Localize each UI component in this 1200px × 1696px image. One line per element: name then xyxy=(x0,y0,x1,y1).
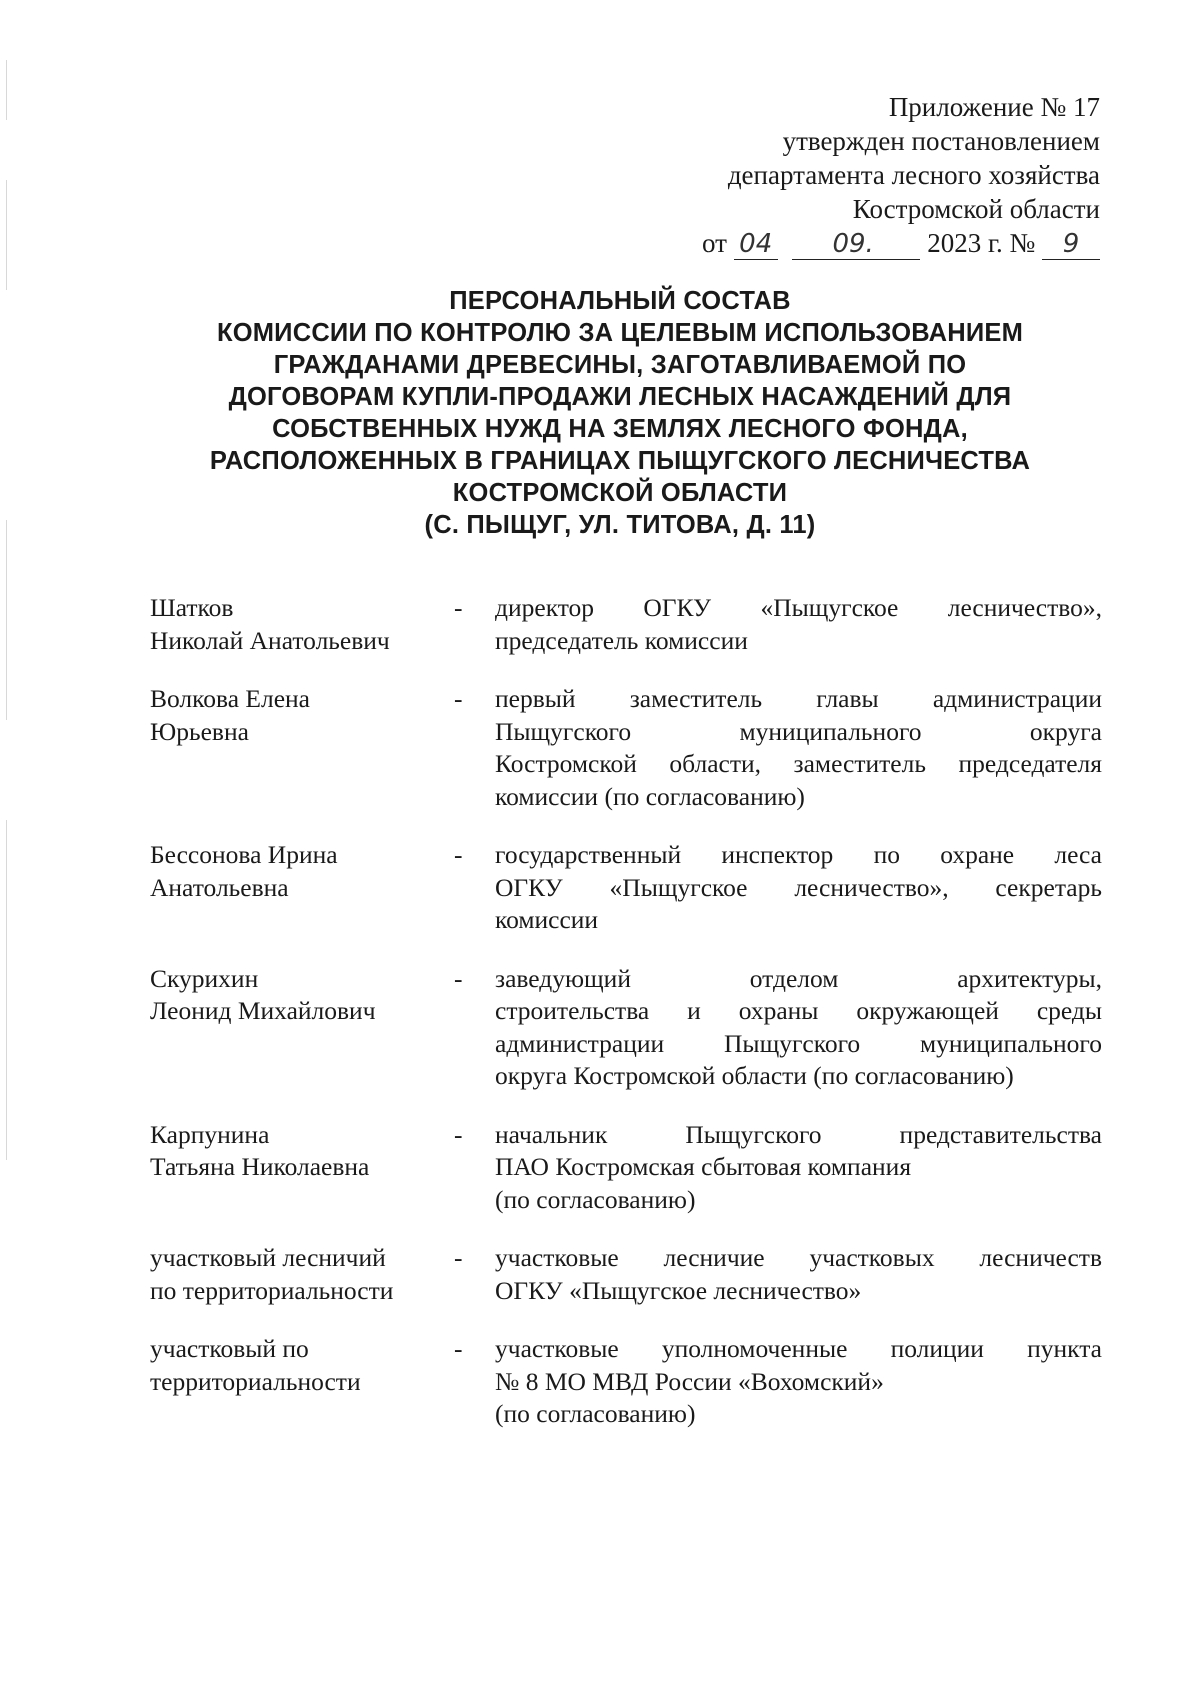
scan-artifact xyxy=(6,820,7,1160)
department-name: департамента лесного хозяйства xyxy=(727,160,1100,190)
appendix-number: Приложение № 17 xyxy=(888,92,1100,122)
dash-separator: - xyxy=(454,840,463,869)
member-role: участковые уполномоченные полиции пункта № 8 МО МВД России «Вохомский» (по согласованию) xyxy=(495,1334,1102,1428)
title-line: СОБСТВЕННЫХ НУЖД НА ЗЕМЛЯХ ЛЕСНОГО ФОНДА, xyxy=(272,415,968,443)
approval-block xyxy=(702,90,1100,260)
member-row xyxy=(150,683,1102,813)
member-role: государственный инспектор по охране леса ОГКУ «Пыщугское лесничество», секретарь комиссии xyxy=(495,840,1102,934)
handwritten-month: 09. xyxy=(792,229,920,260)
dash-separator: - xyxy=(454,1119,463,1149)
member-row xyxy=(150,963,1102,1093)
dash-separator: - xyxy=(454,1243,463,1272)
title-line: ДОГОВОРАМ КУПЛИ-ПРОДАЖИ ЛЕСНЫХ НАСАЖДЕНИЙ ДЛЯ xyxy=(228,383,1012,411)
dash-separator: - xyxy=(454,684,463,713)
member-row xyxy=(150,592,1102,657)
dash-separator: - xyxy=(454,963,463,993)
member-name: участковый по территориальности xyxy=(150,1334,361,1396)
title-line: КОСТРОМСКОЙ ОБЛАСТИ xyxy=(452,479,788,507)
title-line: ГРАЖДАНАМИ ДРЕВЕСИНЫ, ЗАГОТАВЛИВАЕМОЙ ПО xyxy=(273,351,967,379)
date-prefix: от xyxy=(702,228,727,258)
member-role: начальник Пыщугского представительства ПАО Костромская сбытовая компания (по согласованию) xyxy=(495,1119,1102,1214)
member-name: Скурихин Леонид Михайлович xyxy=(150,963,376,1025)
member-name: Бессонова Ирина Анатольевна xyxy=(150,840,338,902)
member-row xyxy=(150,1119,1102,1217)
title-line: РАСПОЛОЖЕННЫХ В ГРАНИЦАХ ПЫЩУГСКОГО ЛЕСНИЧЕСТВА xyxy=(209,447,1031,475)
member-row xyxy=(150,1242,1102,1307)
scan-artifact xyxy=(6,520,7,720)
member-role: первый заместитель главы администрации Пыщугского муниципального округа Костромской области, заместитель председателя комиссии (по согласованию) xyxy=(495,684,1102,811)
dash-separator: - xyxy=(454,1334,463,1363)
member-role: директор ОГКУ «Пыщугское лесничество», председатель комиссии xyxy=(495,593,1102,655)
region-name: Костромской области xyxy=(852,194,1100,224)
date-line xyxy=(702,226,1100,260)
year-and-number-label: 2023 г. № xyxy=(927,228,1036,258)
member-role: участковые лесничие участковых лесничеств ОГКУ «Пыщугское лесничество» xyxy=(495,1243,1102,1305)
member-row xyxy=(150,839,1102,937)
member-name: Карпунина Татьяна Николаевна xyxy=(150,1119,370,1181)
handwritten-number: 9 xyxy=(1042,229,1100,260)
member-name: участковый лесничий по территориальности xyxy=(150,1243,394,1305)
member-name: Шатков Николай Анатольевич xyxy=(150,593,390,655)
title-line: КОМИССИИ ПО КОНТРОЛЮ ЗА ЦЕЛЕВЫМ ИСПОЛЬЗОВАНИЕМ xyxy=(216,319,1024,347)
member-name: Волкова Елена Юрьевна xyxy=(150,684,310,746)
title-line: (С. ПЫЩУГ, УЛ. ТИТОВА, Д. 11) xyxy=(424,511,816,539)
approved-by: утвержден постановлением xyxy=(782,126,1100,156)
member-role: заведующий отделом архитектуры, строительства и охраны окружающей среды администрации Пыщугского муниципального округа Костромской области (по согласованию) xyxy=(495,963,1102,1090)
members-list xyxy=(150,592,1102,1431)
scan-artifact xyxy=(6,60,7,120)
document-title xyxy=(140,285,1100,541)
member-row xyxy=(150,1333,1102,1431)
title-line: ПЕРСОНАЛЬНЫЙ СОСТАВ xyxy=(449,287,791,315)
dash-separator: - xyxy=(454,593,463,622)
handwritten-day: 04 xyxy=(734,229,778,260)
scan-artifact xyxy=(6,180,7,290)
